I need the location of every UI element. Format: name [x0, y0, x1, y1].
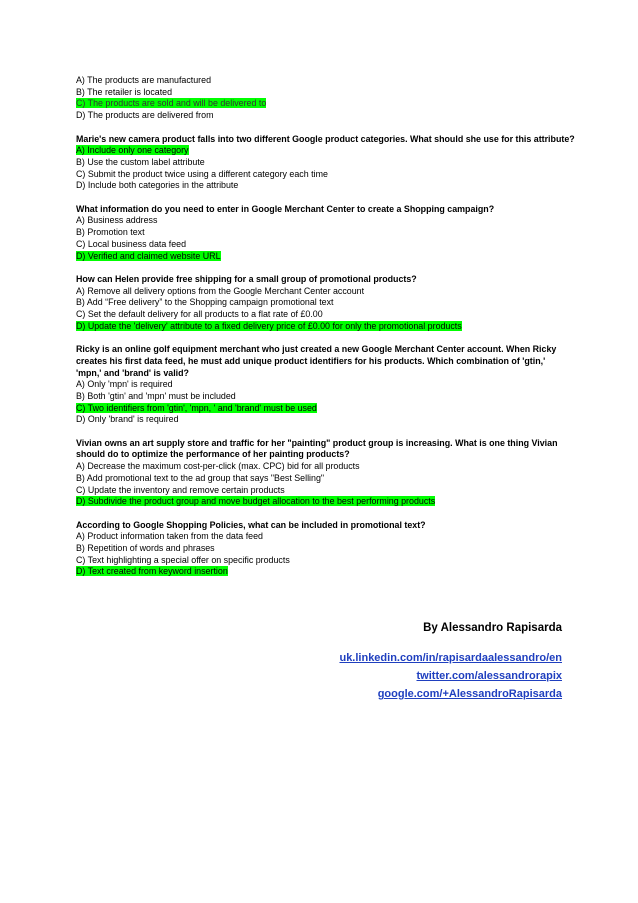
previous-question-block [76, 75, 566, 122]
question-text: Ricky is an online golf equipment merchant who just created a new Google Merchant Center account. When Ricky creates his first data feed, he must add unique product identifiers for his products. Which combination of 'gtin,' 'mpn,' and 'brand' is valid? [76, 344, 557, 378]
question-block-1 [76, 133, 575, 193]
answer-b: B) Use the custom label attribute [76, 156, 205, 167]
question-text: What information do you need to enter in Google Merchant Center to create a Shopping campaign? [76, 203, 495, 214]
answer-a: A) Product information taken from the data feed [76, 531, 263, 542]
answer-b: B) Add “Free delivery” to the Shopping campaign promotional text [76, 297, 334, 308]
twitter-link[interactable]: twitter.com/alessandrorapix [416, 670, 562, 682]
correct-answer-highlight: D) Verified and claimed website URL [76, 250, 221, 261]
answer-a: A) Business address [76, 215, 158, 226]
answer-b: B) The retailer is located [76, 86, 173, 97]
answer-b: B) Both 'gtin' and 'mpn' must be included [76, 390, 236, 401]
correct-answer-highlight: C) The products are sold and will be delivered to [76, 98, 267, 109]
correct-answer-highlight: D) Subdivide the product group and move budget allocation to the best performing products [76, 496, 436, 507]
answer-d: D) Include both categories in the attribute [76, 180, 239, 191]
question-block-3 [76, 274, 566, 333]
google-plus-link[interactable]: google.com/+AlessandroRapisarda [377, 688, 562, 700]
answer-b: B) Repetition of words and phrases [76, 543, 215, 554]
answer-b: B) Add promotional text to the ad group that says "Best Selling" [76, 472, 325, 483]
correct-answer-highlight: D) Update the 'delivery' attribute to a fixed delivery price of £0.00 for only the promotional products [76, 320, 462, 331]
answer-a: A) The products are manufactured [76, 75, 212, 85]
answer-a: A) Remove all delivery options from the Google Merchant Center account [76, 285, 365, 296]
answer-d: D) The products are delivered from [76, 110, 214, 121]
answer-c: C) Update the inventory and remove certain products [76, 484, 285, 495]
question-text: Vivian owns an art supply store and traffic for her "painting" product group is increasing. What is one thing Vivian should do to optimize the performance of her painting products? [76, 437, 558, 460]
answer-c: C) Text highlighting a special offer on specific products [76, 554, 290, 565]
answer-b: B) Promotion text [76, 227, 145, 238]
question-text: According to Google Shopping Policies, what can be included in promotional text? [76, 519, 426, 530]
question-text: Marie's new camera product falls into two different Google product categories. What should she use for this attribute? [76, 133, 575, 144]
question-block-6 [76, 520, 566, 579]
correct-answer-highlight: D) Text created from keyword insertion [76, 566, 228, 577]
correct-answer-highlight: A) Include only one category [76, 145, 189, 156]
correct-answer-highlight: C) Two identifiers from 'gtin', 'mpn, ' and 'brand' must be used [76, 402, 317, 413]
answer-c: C) Local business data feed [76, 238, 187, 249]
answer-a: A) Decrease the maximum cost-per-click (max. CPC) bid for all products [76, 461, 360, 472]
linkedin-link[interactable]: uk.linkedin.com/in/rapisardaalessandro/en [339, 652, 562, 664]
quiz-content [76, 75, 575, 578]
question-block-2 [76, 204, 566, 263]
question-block-4 [76, 344, 566, 426]
answer-d: D) Only 'brand' is required [76, 414, 179, 425]
answer-c: C) Submit the product twice using a different category each time [76, 168, 328, 179]
author-name: By Alessandro Rapisarda [423, 622, 562, 634]
question-block-5 [76, 438, 566, 508]
question-text: How can Helen provide free shipping for a small group of promotional products? [76, 273, 417, 284]
answer-c: C) Set the default delivery for all products to a flat rate of £0.00 [76, 309, 323, 320]
answer-a: A) Only 'mpn' is required [76, 379, 173, 390]
